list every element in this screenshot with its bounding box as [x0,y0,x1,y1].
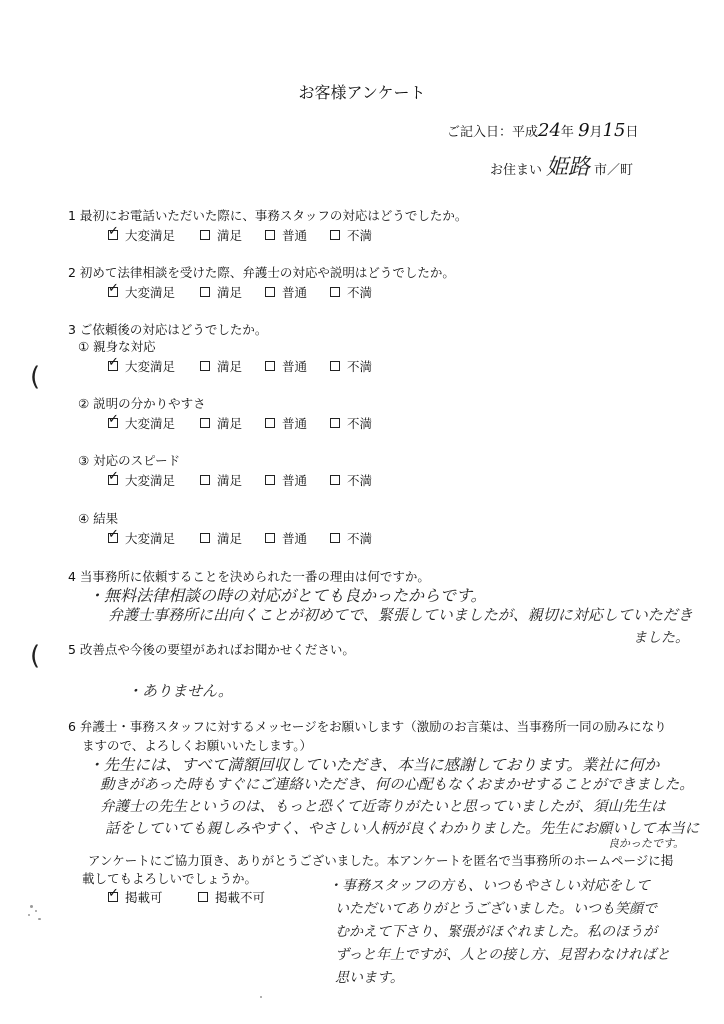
q1-options [108,226,390,244]
q3-1-option-dissatisfied[interactable] [330,357,390,375]
checkbox[interactable] [330,533,340,543]
question-1: 1 最初にお電話いただいた際に、事務スタッフの対応はどうでしたか。 [68,208,468,223]
q3-1-option-normal[interactable] [265,357,330,375]
option-label: 大変満足 [125,416,176,431]
q4-answer-line-1: ・無料法律相談の時の対応がとても良かったからです。 [88,586,487,605]
q3-1-options [108,357,390,375]
option-label: 大変満足 [125,359,176,374]
option-label: 満足 [217,416,243,431]
checkbox[interactable] [330,287,340,297]
q2-option-very-satisfied[interactable] [108,283,200,301]
q3-1-option-satisfied[interactable] [200,357,265,375]
address-label: お住まい [490,163,543,178]
publish-question-line-1: アンケートにご協力頂き、ありがとうございました。本アンケートを匿名で当事務所のホームページに掲 [88,853,674,868]
checkbox[interactable] [330,230,340,240]
address-city: 姫路 [546,155,591,180]
q1-option-dissatisfied[interactable] [330,226,390,244]
q1-option-normal[interactable] [265,226,330,244]
checkbox[interactable] [200,533,210,543]
q2-option-normal[interactable] [265,283,330,301]
q3-4-option-satisfied[interactable] [200,529,265,547]
checkbox[interactable] [330,418,340,428]
checkbox[interactable] [200,361,210,371]
q3-4-option-very-satisfied[interactable] [108,529,200,547]
date-month-unit: 月 [589,125,603,140]
option-label: 掲載可 [125,890,163,905]
checkbox-checked[interactable] [108,361,118,371]
publish-question-line-2: 載してもよろしいでしょうか。 [82,871,258,886]
question-6-line-1: 6 弁護士・事務スタッフに対するメッセージをお願いします（激励のお言葉は、当事務所一同の励みになり [68,719,667,734]
checkbox[interactable] [265,287,275,297]
q3-3-option-satisfied[interactable] [200,471,265,489]
q1-option-satisfied[interactable] [200,226,265,244]
option-label: 普通 [282,228,308,243]
date-year-unit: 年 [560,125,574,140]
q3-3-option-very-satisfied[interactable] [108,471,200,489]
checkbox[interactable] [265,533,275,543]
checkbox[interactable] [330,361,340,371]
q3-2-option-dissatisfied[interactable] [330,414,390,432]
address-field [490,150,633,181]
checkbox-checked[interactable] [108,892,118,902]
q4-answer-line-2: 弁護士事務所に出向くことが初めてで、緊張していましたが、親切に対応していただき [108,606,693,624]
q3-sub-2: ② 説明の分かりやすさ [78,396,206,411]
q6-answer-line-2: 動きがあった時もすぐにご連絡いただき、何の心配もなくおまかせすることができました。 [100,777,694,793]
page-title: お客様アンケート [298,83,426,102]
option-label: 不満 [347,416,373,431]
publish-option-no[interactable] [198,888,265,906]
date-year: 24 [538,120,561,141]
option-label: 普通 [282,473,308,488]
checkbox[interactable] [265,475,275,485]
checkbox[interactable] [265,230,275,240]
option-label: 普通 [282,416,308,431]
checkbox-checked[interactable] [108,230,118,240]
checkbox-checked[interactable] [108,418,118,428]
q3-sub-4: ④ 結果 [78,511,119,526]
q3-3-option-normal[interactable] [265,471,330,489]
q6-answer-line-1: ・先生には、すべて満額回収していただき、本当に感謝しております。業社に何か [88,756,660,774]
option-label: 大変満足 [125,285,176,300]
staff-message-line-2: いただいてありがとうございました。いつも笑顔で [335,901,657,917]
q3-3-option-dissatisfied[interactable] [330,471,390,489]
date-month: 9 [578,120,590,141]
binder-mark: ( [30,362,41,392]
checkbox[interactable] [200,230,210,240]
q3-2-option-very-satisfied[interactable] [108,414,200,432]
checkbox[interactable] [200,287,210,297]
q3-4-options [108,529,390,547]
q3-sub-3: ③ 対応のスピード [78,453,181,468]
q3-2-options [108,414,390,432]
option-label: 満足 [217,531,243,546]
q4-answer-line-3: ました。 [633,630,689,646]
q3-1-option-very-satisfied[interactable] [108,357,200,375]
checkbox[interactable] [265,418,275,428]
option-label: 普通 [282,531,308,546]
option-label: 普通 [282,359,308,374]
q3-2-option-normal[interactable] [265,414,330,432]
q2-options [108,283,390,301]
checkbox-checked[interactable] [108,475,118,485]
q3-4-option-dissatisfied[interactable] [330,529,390,547]
question-3: 3 ご依頼後の対応はどうでしたか。 [68,322,268,337]
checkbox[interactable] [200,418,210,428]
option-label: 満足 [217,359,243,374]
option-label: 不満 [347,285,373,300]
publish-options [108,888,265,906]
question-5: 5 改善点や今後の要望があればお聞かせください。 [68,642,355,657]
q6-answer-line-4: 話をしていても親しみやすく、やさしい人柄が良くわかりました。先生にお願いして本当に [105,821,700,837]
option-label: 不満 [347,228,373,243]
option-label: 掲載不可 [215,890,266,905]
option-label: 大変満足 [125,531,176,546]
q3-3-options [108,471,390,489]
date-day: 15 [602,120,626,141]
checkbox[interactable] [200,475,210,485]
option-label: 大変満足 [125,473,176,488]
q5-answer: ・ありません。 [127,682,233,700]
q6-answer-line-5: 良かったです。 [608,837,685,850]
binder-mark: ( [30,641,41,671]
option-label: 不満 [347,473,373,488]
date-prefix: ご記入日：平成 [447,125,539,140]
checkbox-checked[interactable] [108,287,118,297]
option-label: 大変満足 [125,228,176,243]
option-label: 不満 [347,531,373,546]
checkbox[interactable] [198,892,208,902]
q3-4-option-normal[interactable] [265,529,330,547]
staff-message-line-4: ずっと年上ですが、人との接し方、見習わなければと [335,947,671,963]
checkbox-checked[interactable] [108,533,118,543]
date-field [447,120,638,141]
q3-2-option-satisfied[interactable] [200,414,265,432]
q6-answer-line-3: 弁護士の先生というのは、もっと恐くて近寄りがたいと思っていましたが、須山先生は [100,799,666,815]
question-4: 4 当事務所に依頼することを決められた一番の理由は何ですか。 [68,569,430,584]
checkbox[interactable] [265,361,275,371]
address-suffix: 市／町 [594,163,634,178]
q2-option-satisfied[interactable] [200,283,265,301]
option-label: 普通 [282,285,308,300]
question-2: 2 初めて法律相談を受けた際、弁護士の対応や説明はどうでしたか。 [68,265,455,280]
staff-message-line-1: ・事務スタッフの方も、いつもやさしい対応をして [328,878,650,894]
q3-sub-1: ① 親身な対応 [78,339,156,354]
staff-message-line-3: むかえて下さり、緊張がほぐれました。私のほうが [335,924,657,940]
date-day-unit: 日 [625,125,639,140]
option-label: 満足 [217,285,243,300]
question-6-line-2: ますので、よろしくお願いいたします。） [82,738,313,753]
checkbox[interactable] [330,475,340,485]
staff-message-line-5: 思います。 [335,970,404,986]
q2-option-dissatisfied[interactable] [330,283,390,301]
publish-option-yes[interactable] [108,888,198,906]
option-label: 不満 [347,359,373,374]
q1-option-very-satisfied[interactable] [108,226,200,244]
option-label: 満足 [217,473,243,488]
option-label: 満足 [217,228,243,243]
